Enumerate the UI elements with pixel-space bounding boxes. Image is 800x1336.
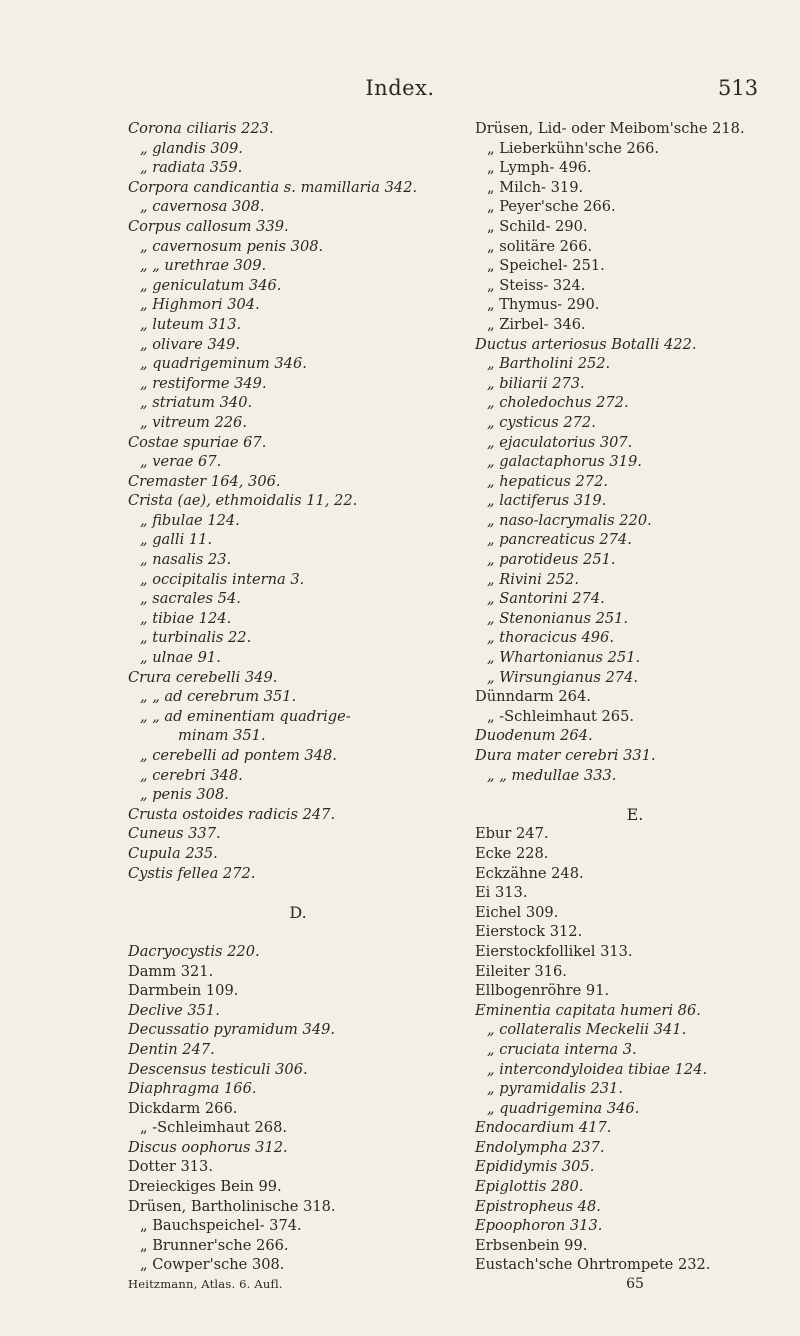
index-entry: Eichel 309. xyxy=(475,903,559,921)
index-entry: Discus oophorus 312. xyxy=(128,1138,288,1156)
index-entry: Ecke 228. xyxy=(475,844,549,862)
index-entry: „ cerebri 348. xyxy=(140,766,243,784)
index-entry: Cuneus 337. xyxy=(128,825,221,843)
left-index-column xyxy=(128,119,468,1295)
index-entry: Dacryocystis 220. xyxy=(128,942,260,960)
index-entry: Dickdarm 266. xyxy=(128,1099,238,1117)
index-entry: „ hepaticus 272. xyxy=(487,472,609,490)
index-entry: „ collateralis Meckelii 341. xyxy=(487,1021,687,1039)
index-entry: „ „ urethrae 309. xyxy=(140,257,267,275)
index-entry: „ naso-lacrymalis 220. xyxy=(487,511,652,529)
index-entry: „ glandis 309. xyxy=(140,139,243,157)
index-entry: „ cerebelli ad pontem 348. xyxy=(140,747,337,764)
index-entry: Declive 351. xyxy=(128,1001,220,1019)
index-entry: „ intercondyloidea tibiae 124. xyxy=(487,1060,708,1078)
index-entry: Dünndarm 264. xyxy=(475,688,591,706)
index-entry: „ cavernosa 308. xyxy=(140,198,265,216)
index-entry: „ -Schleimhaut 265. xyxy=(487,707,635,725)
index-entry: „ pyramidalis 231. xyxy=(487,1080,623,1098)
index-entry: „ luteum 313. xyxy=(140,315,242,333)
index-entry: Damm 321. xyxy=(128,962,214,980)
index-entry: Costae spuriae 67. xyxy=(128,433,267,451)
index-entry: Dreieckiges Bein 99. xyxy=(128,1178,282,1196)
index-entry: „ vitreum 226. xyxy=(140,413,247,431)
index-entry: „ Wirsungianus 274. xyxy=(487,668,639,686)
index-entry: „ „ ad cerebrum 351. xyxy=(140,688,297,706)
index-entry: „ „ ad eminentiam quadrige- xyxy=(140,707,351,725)
index-entry: „ Speichel- 251. xyxy=(487,257,605,275)
index-entry: Duodenum 264. xyxy=(475,727,593,745)
index-entry: „ Steiss- 324. xyxy=(487,276,586,294)
index-entry: „ Bartholini 252. xyxy=(487,355,611,373)
index-entry: „ Bauchspeichel- 374. xyxy=(140,1217,302,1235)
right-index-column xyxy=(475,119,795,1295)
index-entry: „ fibulae 124. xyxy=(140,511,240,529)
index-entry: Corpus callosum 339. xyxy=(128,217,289,235)
index-entry: „ Cowper'sche 308. xyxy=(140,1256,285,1274)
index-entry: „ turbinalis 22. xyxy=(140,629,252,647)
index-entry: Crusta ostoides radicis 247. xyxy=(128,805,336,823)
index-entry: „ penis 308. xyxy=(140,786,229,804)
index-entry: Drüsen, Bartholinische 318. xyxy=(128,1197,336,1215)
index-entry: „ cavernosum penis 308. xyxy=(140,237,324,255)
index-entry: Epiglottis 280. xyxy=(475,1178,584,1196)
index-entry: „ -Schleimhaut 268. xyxy=(140,1119,288,1137)
index-entry: Dentin 247. xyxy=(128,1040,215,1058)
spacer xyxy=(128,883,468,903)
index-entry: „ lactiferus 319. xyxy=(487,492,607,510)
index-entry: Erbsenbein 99. xyxy=(475,1236,588,1254)
index-entry: „ Rivini 252. xyxy=(487,570,579,588)
section-letter: E. xyxy=(626,804,644,824)
index-entry: „ Schild- 290. xyxy=(487,217,588,235)
index-entry: „ „ medullae 333. xyxy=(487,766,617,784)
index-entry: „ Stenonianus 251. xyxy=(487,609,629,627)
index-entry: „ solitäre 266. xyxy=(487,237,593,255)
index-entry: „ Zirbel- 346. xyxy=(487,315,586,333)
index-entry: „ Lymph- 496. xyxy=(487,159,592,177)
index-entry: Cupula 235. xyxy=(128,844,218,862)
index-entry: „ thoracicus 496. xyxy=(487,629,614,647)
publisher-footer: Heitzmann, Atlas. 6. Aufl. xyxy=(128,1277,283,1292)
index-entry: „ cruciata interna 3. xyxy=(487,1040,637,1058)
page-number: 513 xyxy=(718,76,759,100)
index-entry: Dura mater cerebri 331. xyxy=(475,747,656,764)
page-header-title: Index. xyxy=(365,76,435,100)
index-entry: „ quadrigemina 346. xyxy=(487,1099,640,1117)
index-entry: Corona ciliaris 223. xyxy=(128,120,274,137)
index-entry: „ quadrigeminum 346. xyxy=(140,355,307,373)
index-entry: Ductus arteriosus Botalli 422. xyxy=(475,335,697,353)
index-entry: „ sacrales 54. xyxy=(140,590,241,608)
index-entry: Endolympha 237. xyxy=(475,1138,605,1156)
index-entry: „ geniculatum 346. xyxy=(140,276,282,294)
section-letter: D. xyxy=(289,902,307,922)
index-entry: Drüsen, Lid- oder Meibom'sche 218. xyxy=(475,120,745,137)
index-entry: „ parotideus 251. xyxy=(487,551,616,569)
index-entry: Crista (ae), ethmoidalis 11, 22. xyxy=(128,492,358,510)
index-entry: „ cysticus 272. xyxy=(487,413,596,431)
index-entry: Diaphragma 166. xyxy=(128,1080,257,1098)
index-entry: Epoophoron 313. xyxy=(475,1217,603,1235)
index-entry: „ radiata 359. xyxy=(140,159,243,177)
index-entry: minam 351. xyxy=(178,727,266,745)
index-entry: „ galli 11. xyxy=(140,531,213,549)
spacer xyxy=(475,785,795,805)
index-entry: Epistropheus 48. xyxy=(475,1197,601,1215)
index-entry: Eierstockfollikel 313. xyxy=(475,942,633,960)
signature-number: 65 xyxy=(626,1276,644,1293)
index-entry: „ ejaculatorius 307. xyxy=(487,433,633,451)
index-entry: „ Brunner'sche 266. xyxy=(140,1236,289,1254)
index-entry: Eustach'sche Ohrtrompete 232. xyxy=(475,1256,711,1274)
index-entry: „ occipitalis interna 3. xyxy=(140,570,305,588)
index-entry: „ olivare 349. xyxy=(140,335,241,353)
index-entry: „ striatum 340. xyxy=(140,394,253,412)
index-entry: „ Whartonianus 251. xyxy=(487,649,641,667)
index-entry: Cremaster 164, 306. xyxy=(128,472,281,490)
index-entry: „ Highmori 304. xyxy=(140,296,260,314)
index-entry: „ restiforme 349. xyxy=(140,374,267,392)
index-entry: Ellbogenröhre 91. xyxy=(475,982,610,1000)
index-entry: Eileiter 316. xyxy=(475,962,567,980)
index-entry: Eierstock 312. xyxy=(475,923,583,941)
index-entry: Cystis fellea 272. xyxy=(128,864,256,882)
index-entry: Descensus testiculi 306. xyxy=(128,1060,308,1078)
index-entry: „ Lieberkühn'sche 266. xyxy=(487,139,660,157)
index-entry: „ Thymus- 290. xyxy=(487,296,600,314)
index-entry: Decussatio pyramidum 349. xyxy=(128,1021,336,1039)
index-entry: Eminentia capitata humeri 86. xyxy=(475,1001,701,1019)
index-entry: „ verae 67. xyxy=(140,453,222,471)
index-entry: „ Peyer'sche 266. xyxy=(487,198,616,216)
index-entry: Ebur 247. xyxy=(475,825,549,843)
index-entry: Epididymis 305. xyxy=(475,1158,595,1176)
index-entry: Dotter 313. xyxy=(128,1158,213,1176)
index-entry: „ galactaphorus 319. xyxy=(487,453,642,471)
index-entry: „ biliarii 273. xyxy=(487,374,585,392)
index-entry: Endocardium 417. xyxy=(475,1119,612,1137)
index-entry: „ nasalis 23. xyxy=(140,551,232,569)
index-entry: „ choledochus 272. xyxy=(487,394,629,412)
index-entry: „ Milch- 319. xyxy=(487,178,584,196)
index-entry: „ pancreaticus 274. xyxy=(487,531,632,549)
index-entry: Eckzähne 248. xyxy=(475,864,584,882)
index-entry: „ tibiae 124. xyxy=(140,609,232,627)
index-entry: Crura cerebelli 349. xyxy=(128,668,278,686)
index-entry: Corpora candicantia s. mamillaria 342. xyxy=(128,178,418,196)
index-entry: „ Santorini 274. xyxy=(487,590,605,608)
index-entry: Ei 313. xyxy=(475,884,528,902)
index-entry: Darmbein 109. xyxy=(128,982,239,1000)
index-entry: „ ulnae 91. xyxy=(140,649,221,667)
spacer xyxy=(128,922,468,942)
